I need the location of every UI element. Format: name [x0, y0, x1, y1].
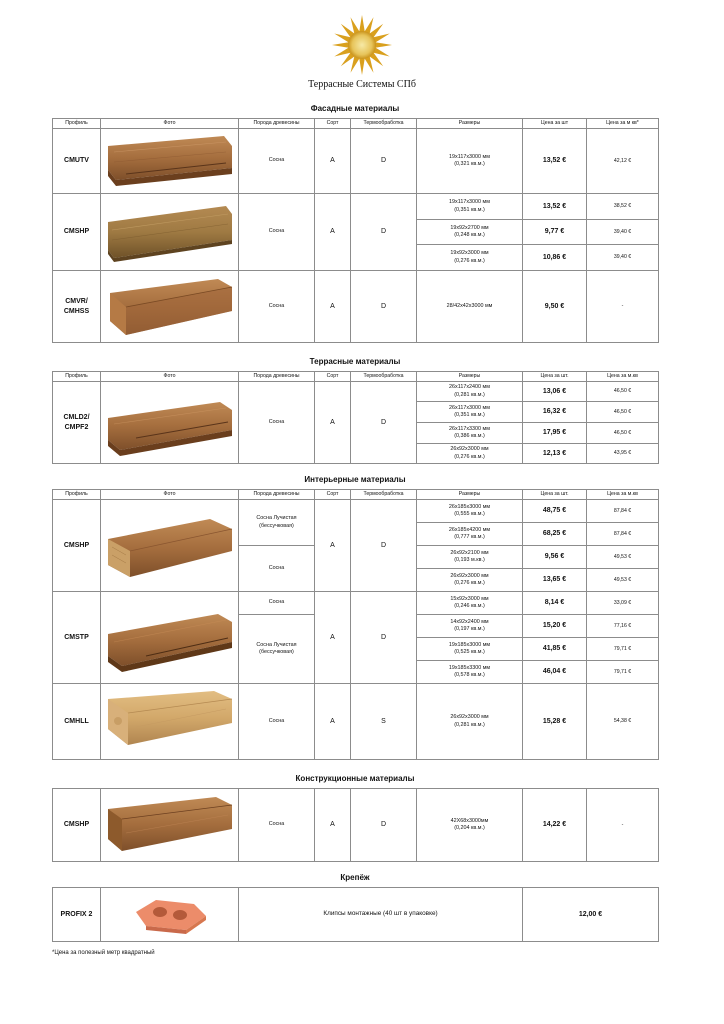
thermo-cell: D [351, 592, 417, 684]
product-photo [101, 382, 239, 464]
price-m2-cell: 43,95 € [587, 444, 659, 464]
table-row [53, 500, 659, 523]
wood-board-image [106, 275, 234, 339]
area-text: (0,276 кв.м.) [454, 257, 485, 264]
size-text: 26x92x3000 мм [450, 446, 489, 453]
profile-cell: CMSHP [53, 194, 101, 271]
price-m2-cell: 46,50 € [587, 382, 659, 402]
price-m2-cell: 54,38 € [587, 684, 659, 760]
size-text: 26x117x3000 мм [449, 404, 490, 411]
product-photo [101, 888, 239, 942]
wood-board-image [106, 132, 234, 190]
price-cell: 13,52 € [523, 129, 587, 194]
price-m2-cell: 42,12 € [587, 129, 659, 194]
price-m2-cell: 87,84 € [587, 523, 659, 546]
price-m2-cell: 46,50 € [587, 402, 659, 423]
size-cell [417, 523, 523, 546]
area-text: (0,197 кв.м.) [454, 626, 485, 632]
company-name: Террасные Системы СПб [308, 79, 416, 90]
wood-cell: Сосна [239, 592, 315, 615]
price-m2-cell: 39,40 € [587, 245, 659, 271]
price-m2-cell: 39,40 € [587, 220, 659, 245]
product-photo [101, 129, 239, 194]
grade-cell: A [315, 789, 351, 862]
size-text: 28/42x42x3000 мм [446, 302, 493, 309]
header-sizes: Размеры [417, 372, 523, 382]
size-text: 14x92x2400 мм [450, 618, 489, 625]
size-cell [417, 569, 523, 592]
grade-cell: A [315, 382, 351, 464]
area-text: (0,777 кв.м.) [454, 534, 485, 540]
company-logo [0, 14, 724, 90]
header-grade: Сорт [315, 372, 351, 382]
header-price-piece: Цена за шт [523, 119, 587, 129]
wood-cell: Сосна [239, 271, 315, 343]
size-cell [417, 194, 523, 220]
size-text: 19x185x3000 мм [448, 641, 491, 648]
size-cell [417, 615, 523, 638]
size-cell [417, 500, 523, 523]
area-text: (0,578 кв.м.) [454, 672, 485, 678]
table-row [53, 592, 659, 615]
size-cell [417, 444, 523, 464]
header-grade: Сорт [315, 119, 351, 129]
wood-cell: Сосна Лучистая (бессучковая) [239, 615, 315, 684]
footnote: *Цена за полезный метр квадратный [52, 950, 155, 956]
thermo-cell: D [351, 129, 417, 194]
price-cell: 9,50 € [523, 271, 587, 343]
fasteners-table [52, 887, 659, 942]
wood-cell: Сосна [239, 129, 315, 194]
header-price-m2: Цена за м.кв [587, 372, 659, 382]
size-cell [417, 638, 523, 661]
thermo-cell: D [351, 194, 417, 271]
product-photo [101, 592, 239, 684]
price-cell: 48,75 € [523, 500, 587, 523]
thermo-cell: S [351, 684, 417, 760]
area-text: (0,281 кв.м.) [454, 391, 485, 398]
grade-cell: A [315, 129, 351, 194]
size-text: 19x92x3000 мм [450, 250, 489, 257]
area-text: (0,386 кв.м.) [454, 433, 485, 439]
wood-board-image [106, 793, 234, 857]
table-row [53, 382, 659, 402]
thermo-cell: D [351, 271, 417, 343]
size-text: 15x92x3000 мм [450, 595, 489, 602]
area-text: (0,321 кв.м.) [454, 161, 485, 167]
area-text: (0,281 кв.м.) [454, 721, 485, 728]
size-cell [417, 402, 523, 423]
header-price-piece: Цена за шт. [523, 372, 587, 382]
section-title-interior: Интерьерные материалы [304, 475, 406, 484]
mounting-clip-image [130, 894, 210, 936]
price-cell: 14,22 € [523, 789, 587, 862]
price-m2-cell: - [587, 789, 659, 862]
header-thermo: Термообработка [351, 372, 417, 382]
size-text: 26x92x3000 мм [450, 714, 489, 721]
header-profile: Профиль [53, 372, 101, 382]
header-profile: Профиль [53, 119, 101, 129]
construction-table [52, 788, 659, 862]
price-m2-cell: 49,53 € [587, 546, 659, 569]
product-photo [101, 194, 239, 271]
size-cell [417, 382, 523, 402]
table-row [53, 789, 659, 862]
area-text: (0,246 кв.м.) [454, 603, 485, 609]
price-cell: 10,86 € [523, 245, 587, 271]
table-header-row [53, 119, 659, 129]
thermo-cell: D [351, 382, 417, 464]
header-wood: Порода древесины [239, 372, 315, 382]
section-title-facade: Фасадные материалы [310, 104, 400, 113]
header-photo: Фото [101, 119, 239, 129]
price-cell: 12,00 € [523, 888, 659, 942]
header-sizes: Размеры [417, 119, 523, 129]
header-photo: Фото [101, 490, 239, 500]
grade-cell: A [315, 684, 351, 760]
header-sizes: Размеры [417, 490, 523, 500]
price-m2-cell: 33,09 € [587, 592, 659, 615]
section-title-fasteners: Крепёж [340, 873, 370, 882]
profile-cell: CMLD2/ CMPF2 [53, 382, 101, 464]
price-cell: 15,20 € [523, 615, 587, 638]
table-row [53, 194, 659, 220]
wood-board-image [106, 689, 234, 755]
size-cell [417, 684, 523, 760]
price-m2-cell: 87,84 € [587, 500, 659, 523]
grade-cell: A [315, 500, 351, 592]
size-text: 19x92x2700 мм [450, 224, 489, 231]
area-text: (0,193 м.кв.) [454, 557, 485, 563]
wood-board-image [106, 598, 234, 678]
profile-cell: CMSTP [53, 592, 101, 684]
price-cell: 8,14 € [523, 592, 587, 615]
profile-cell: CMHLL [53, 684, 101, 760]
table-row [53, 129, 659, 194]
header-price-piece: Цена за шт. [523, 490, 587, 500]
header-wood: Порода древесины [239, 490, 315, 500]
size-cell [417, 220, 523, 245]
area-text: (0,276 кв.м.) [454, 453, 485, 460]
size-text: 42X68x3000мм [450, 817, 489, 824]
size-text: 26x185x3000 мм [448, 503, 491, 510]
wood-cell: Сосна [239, 194, 315, 271]
profile-cell: CMSHP [53, 789, 101, 862]
grade-cell: A [315, 194, 351, 271]
price-m2-cell: 46,50 € [587, 423, 659, 444]
price-cell: 15,28 € [523, 684, 587, 760]
sun-logo-icon [331, 14, 393, 76]
size-text: 19x185x3300 мм [448, 664, 491, 671]
price-cell: 46,04 € [523, 661, 587, 684]
header-photo: Фото [101, 372, 239, 382]
size-text: 26x117x3300 мм [449, 425, 490, 432]
section-title-construction: Конструкционные материалы [295, 774, 415, 783]
table-header-row [53, 372, 659, 382]
size-text: 26x92x2100 мм [450, 549, 489, 556]
wood-cell: Сосна [239, 546, 315, 592]
size-cell [417, 245, 523, 271]
price-m2-cell: 49,53 € [587, 569, 659, 592]
price-cell: 12,13 € [523, 444, 587, 464]
size-cell [417, 546, 523, 569]
header-grade: Сорт [315, 490, 351, 500]
size-cell [417, 271, 523, 343]
facade-table [52, 118, 659, 343]
price-cell: 9,77 € [523, 220, 587, 245]
size-text: 26x117x2400 мм [449, 384, 490, 391]
size-text: 26x92x3000 мм [450, 572, 489, 579]
area-text: (0,248 кв.м.) [454, 232, 485, 238]
section-title-terrace: Террасные материалы [309, 357, 401, 366]
product-photo [101, 684, 239, 760]
table-row [53, 271, 659, 343]
product-photo [101, 789, 239, 862]
table-row [53, 684, 659, 760]
table-header-row [53, 490, 659, 500]
price-m2-cell: - [587, 271, 659, 343]
wood-cell: Сосна [239, 684, 315, 760]
header-profile: Профиль [53, 490, 101, 500]
price-cell: 17,95 € [523, 423, 587, 444]
thermo-cell: D [351, 789, 417, 862]
price-m2-cell: 38,52 € [587, 194, 659, 220]
size-cell [417, 129, 523, 194]
price-m2-cell: 77,16 € [587, 615, 659, 638]
fastener-description: Клипсы монтажные (40 шт в упаковке) [239, 888, 523, 942]
header-thermo: Термообработка [351, 119, 417, 129]
area-text: (0,351 кв.м.) [454, 206, 485, 213]
wood-board-image [106, 200, 234, 264]
area-text: (0,351 кв.м.) [454, 412, 485, 418]
header-thermo: Термообработка [351, 490, 417, 500]
profile-cell: CMSHP [53, 500, 101, 592]
size-text: 19x117x3000 мм [449, 199, 490, 206]
price-cell: 13,65 € [523, 569, 587, 592]
header-price-m2: Цена за м кв* [587, 119, 659, 129]
wood-cell: Сосна [239, 789, 315, 862]
size-cell [417, 661, 523, 684]
price-m2-cell: 79,71 € [587, 638, 659, 661]
size-cell [417, 789, 523, 862]
product-photo [101, 500, 239, 592]
size-text: 26x185x4200 мм [448, 526, 491, 533]
grade-cell: A [315, 271, 351, 343]
price-cell: 16,32 € [523, 402, 587, 423]
wood-board-image [106, 388, 234, 458]
product-photo [101, 271, 239, 343]
interior-table [52, 489, 659, 760]
header-price-m2: Цена за м.кв [587, 490, 659, 500]
thermo-cell: D [351, 500, 417, 592]
profile-cell: PROFIX 2 [53, 888, 101, 942]
area-text: (0,525 кв.м.) [454, 649, 485, 655]
area-text: (0,204 кв.м.) [454, 825, 485, 831]
profile-cell: CMUTV [53, 129, 101, 194]
grade-cell: A [315, 592, 351, 684]
area-text: (0,276 кв.м.) [454, 580, 485, 586]
wood-board-image [106, 505, 234, 587]
wood-cell: Сосна Лучистая (бессучковая) [239, 500, 315, 546]
header-wood: Порода древесины [239, 119, 315, 129]
table-row [53, 888, 659, 942]
price-m2-cell: 79,71 € [587, 661, 659, 684]
area-text: (0,555 кв.м.) [454, 511, 485, 517]
size-cell [417, 592, 523, 615]
price-cell: 13,06 € [523, 382, 587, 402]
price-cell: 41,85 € [523, 638, 587, 661]
size-text: 19x117x3000 мм [449, 153, 490, 160]
price-cell: 68,25 € [523, 523, 587, 546]
price-cell: 9,56 € [523, 546, 587, 569]
size-cell [417, 423, 523, 444]
profile-cell: CMVR/ CMHSS [53, 271, 101, 343]
terrace-table [52, 371, 659, 464]
wood-cell: Сосна [239, 382, 315, 464]
price-cell: 13,52 € [523, 194, 587, 220]
